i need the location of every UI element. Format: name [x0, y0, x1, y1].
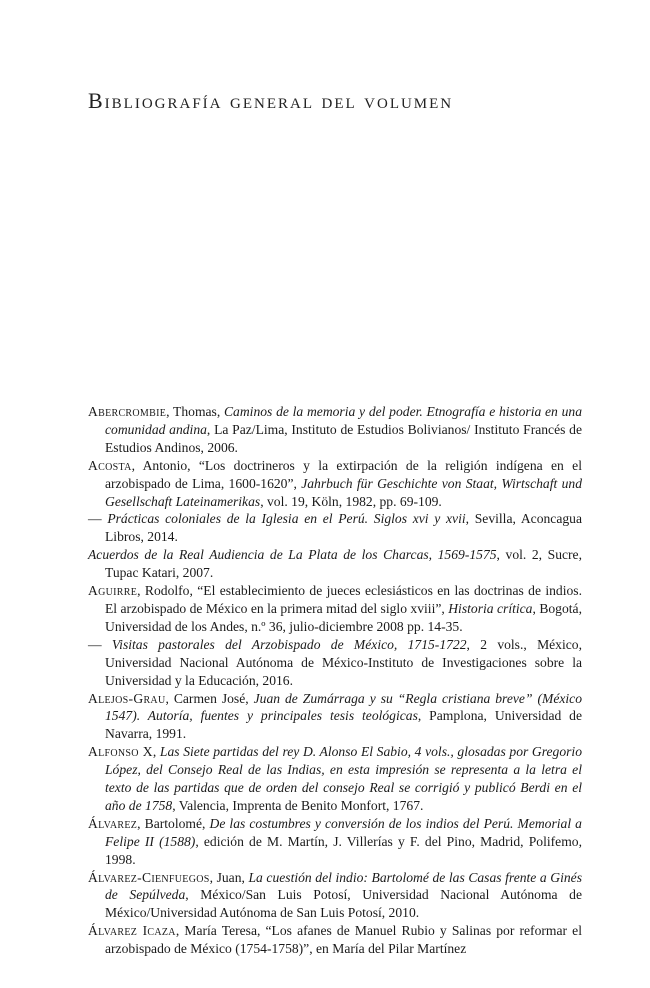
entry-text: , vol. 19, Köln, 1982, pp. 69-109. [260, 493, 442, 509]
entry-title: Caminos de la memoria y del poder. Etnografía e historia en una comunidad andina [105, 404, 582, 437]
entry-title: De las costumbres y conversión de los indios del Perú. Memorial a Felipe II (1588) [105, 815, 582, 849]
bibliography-entry [88, 636, 582, 690]
entry-title: Acuerdos de la Real Audiencia de La Plata de los Charcas, 1569-1575 [88, 547, 497, 563]
entry-title: Prácticas coloniales de la Iglesia en el Perú. Siglos xvi y xvii [107, 511, 466, 527]
entry-text: — [88, 511, 108, 527]
bibliography-entry [88, 922, 582, 958]
bibliography-entry [88, 743, 582, 815]
entry-text: , edición de M. Martín, J. Villerías y F. del Pino, Madrid, Polifemo, 1998. [105, 833, 582, 867]
entry-text: , Antonio, “Los doctrineros y la extirpación de la religión indígena en el arzobispado de Lima, 1600-1620”, [105, 457, 582, 491]
bibliography-entry [88, 690, 582, 744]
entry-title: La cuestión del indio: Bartolomé de las Casas frente a Ginés de Sepúlveda [105, 869, 583, 903]
entry-text: , Sevilla, Aconcagua Libros, 2014. [105, 511, 582, 545]
entry-text: , Carmen José, [165, 690, 254, 706]
entry-title: Jahrbuch für Geschichte von Staat, Wirtschaft und Gesellschaft Lateinamerikas [105, 475, 582, 509]
entry-author: Acosta [88, 457, 132, 473]
entry-text: — [88, 636, 112, 652]
entry-text: , vol. 2, Sucre, Tupac Katari, 2007. [105, 547, 582, 581]
entry-text: , Rodolfo, “El establecimiento de jueces eclesiásticos en las doctrinas de indios. El arzobispado de México en la primera mitad del siglo xviii”, [105, 583, 582, 616]
bibliography-entry [88, 510, 582, 546]
entry-text: , Thomas, [166, 404, 224, 419]
entry-title: Juan de Zumárraga y su “Regla cristiana breve” (México 1547). Autoría, fuentes y principales tesis teológicas [105, 690, 582, 724]
entry-text: , México/San Luis Potosí, Universidad Nacional Autónoma de México/Universidad Autónoma de San Luis Potosí, 2010. [105, 887, 582, 921]
entry-text: , [152, 744, 160, 760]
entry-author: Aguirre [88, 583, 138, 599]
entry-title: Las Siete partidas del rey D. Alonso El Sabio, 4 vols., glosadas por Gregorio López, del Consejo Real de las Indias, en esta impresión se representa a la letra el texto de las partidas que de orden del consejo Real se corrigió y publicó Berdi en el año de 1758 [105, 744, 583, 813]
entry-text: , Valencia, Imprenta de Benito Monfort, 1767. [172, 797, 424, 813]
entry-text: , Pamplona, Universidad de Navarra, 1991. [105, 708, 582, 742]
entry-text: , Bogotá, Universidad de los Andes, n.º 36, julio-diciembre 2008 pp. 14-35. [105, 600, 582, 634]
entry-text: , 2 vols., México, Universidad Nacional Autónoma de México-Instituto de Investigaciones sobre la Universidad y la Educación, 2016. [105, 636, 582, 688]
entry-title: Visitas pastorales del Arzobispado de México, 1715-1722 [111, 636, 467, 652]
bibliography-list [88, 403, 582, 958]
bibliography-entry [88, 457, 582, 511]
bibliography-entry [88, 815, 582, 869]
entry-text: , La Paz/Lima, Instituto de Estudios Bolivianos/ Instituto Francés de Estudios Andinos, 2006. [105, 421, 582, 455]
bibliography-entry [88, 546, 582, 582]
bibliography-entry [88, 869, 582, 923]
entry-title: Historia crítica [448, 600, 533, 616]
bibliography-entry [88, 582, 582, 636]
page-title: Bibliografía general del volumen [88, 88, 454, 113]
entry-text: , Juan, [209, 869, 249, 885]
entry-author: Álvarez Icaza [88, 923, 176, 939]
entry-author: Alejos-Grau [88, 690, 166, 706]
entry-text: , Bartolomé, [137, 815, 210, 831]
entry-author: Álvarez-Cienfuegos [88, 869, 210, 885]
bibliography-entry [88, 403, 582, 457]
entry-author: Abercrombie [88, 404, 167, 419]
entry-author: Álvarez [88, 815, 138, 831]
entry-text: , María Teresa, “Los afanes de Manuel Rubio y Salinas por reformar el arzobispado de México (1754-1758)”, en María del Pilar Martínez [105, 923, 582, 957]
entry-author: Alfonso X [88, 744, 153, 760]
